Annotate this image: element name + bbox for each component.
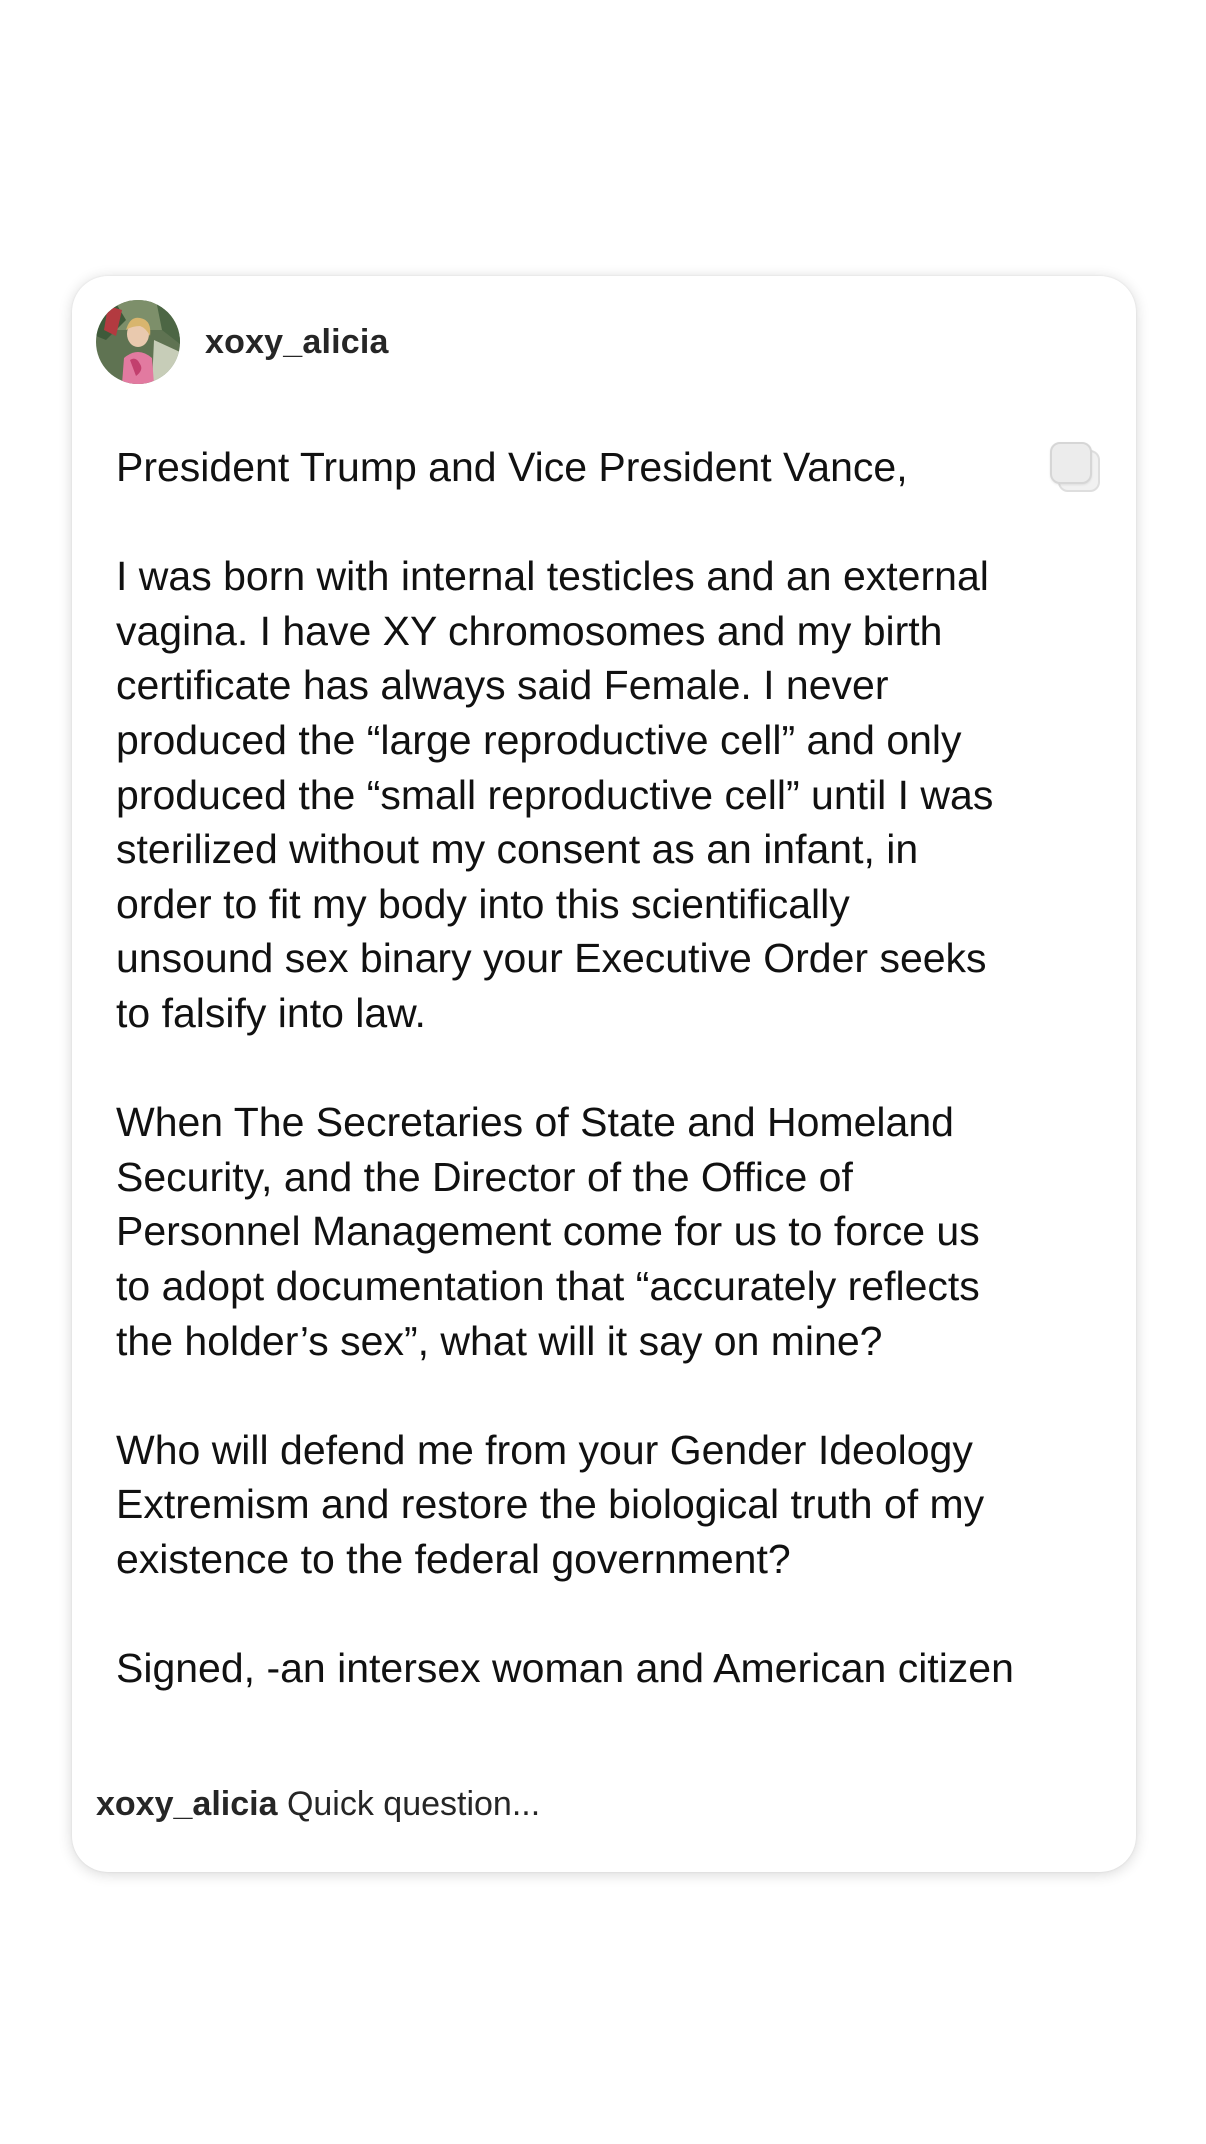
letter-greeting: President Trump and Vice President Vance,: [116, 444, 908, 490]
post-header: [96, 300, 389, 384]
letter-signature: Signed, -an intersex woman and American citizen: [116, 1645, 1014, 1692]
letter-text: [116, 440, 1116, 1696]
letter-paragraph-2: When The Secretaries of State and Homeland Security, and the Director of the Office of Personnel Management come for us to force us to adopt documentation that “accurately reflects the holder’s sex”, what will it say on mine?: [116, 1099, 980, 1364]
profile-photo-avatar: [96, 300, 180, 384]
post-username[interactable]: xoxy_alicia: [205, 322, 389, 361]
caption-text: Quick question...: [286, 1785, 541, 1823]
letter-paragraph-3: Who will defend me from your Gender Ideology Extremism and restore the biological truth of my existence to the federal government?: [116, 1426, 985, 1582]
avatar[interactable]: [96, 300, 180, 384]
caption-username[interactable]: xoxy_alicia: [96, 1785, 278, 1823]
post-card: [72, 276, 1136, 1872]
letter-paragraph-1: I was born with internal testicles and an external vagina. I have XY chromosomes and my birth certificate has always said Female. I never produced the “large reproductive cell” and only produced the “small reproductive cell” until I was sterilized without my consent as an infant, in order to fit my body into this scientifically unsound sex binary your Executive Order seeks to falsify into law.: [116, 553, 994, 1036]
post-caption: [96, 1782, 540, 1826]
